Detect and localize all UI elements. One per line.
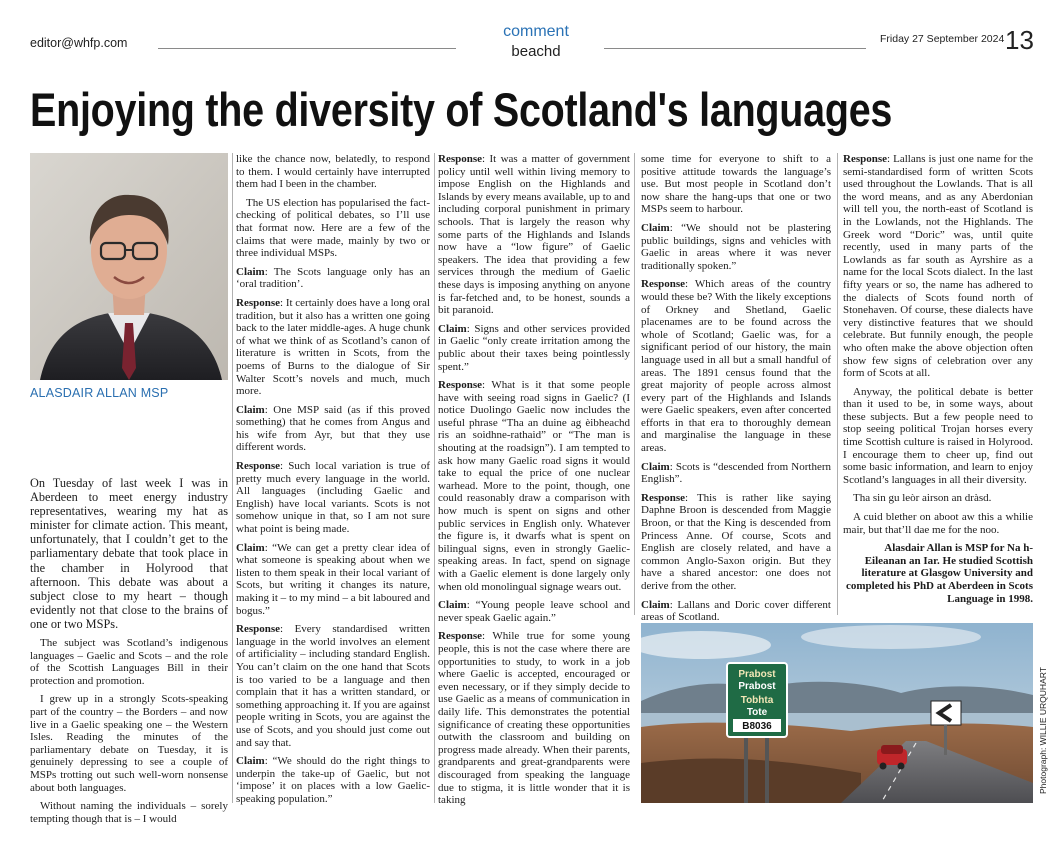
scots-sentence: A cuid blether on aboot aw this a whilie mair, but that’ll dae me for the noo. <box>843 511 1033 536</box>
paragraph: Without naming the individuals – sorely tempting though that is – I would <box>30 800 228 825</box>
section-name-english: comment <box>503 23 569 40</box>
response-paragraph <box>641 492 831 593</box>
column-divider <box>232 153 233 803</box>
claim-text: : “Young people leave school and never speak Gaelic again.” <box>438 599 630 624</box>
response-label: Response <box>236 623 281 636</box>
section-name-gaelic: beachd <box>511 43 561 60</box>
response-text: : Every standardised written language in the world involves an element of artificiality – including standard English. You can’t claim on the one hand that Scots is too varied to be a language and then complain that it has a written standard, or something approaching it. If you are against people writing in Scots, you are against the use of Scots, and you should just come out and say that. <box>236 623 430 749</box>
header-rule-right <box>604 48 866 49</box>
claim-text: : “We can get a pretty clear idea of what someone is speaking about when we listen to them speak in their local variant of Scots, but writing it changes its nature, making it – to my mind – a bit laboured and bogus.” <box>236 541 430 617</box>
author-byline: ALASDAIR ALLAN MSP <box>30 386 169 400</box>
lead-paragraph: On Tuesday of last week I was in Aberdeen to meet energy industry representatives, wearing my hat as minister for climate action. This meant, unfortunately, that I couldn’t get to the parliamentary debate that took place in the chamber in Holyrood that afternoon. This debate was about a subject close to my heart – though evidently not that close to the brains of one or two MSPs. <box>30 476 228 631</box>
claim-paragraph <box>236 755 430 805</box>
response-paragraph <box>843 153 1033 380</box>
response-label: Response <box>438 379 483 392</box>
response-label: Response <box>438 153 483 165</box>
claim-label: Claim <box>236 403 265 416</box>
response-label: Response <box>641 278 686 291</box>
author-bio: Alasdair Allan is MSP for Na h-Eileanan an Iar. He studied Scottish literature at Glasgow University and completed his PhD at Aberdeen in Scots Language in 1998. <box>846 542 1033 605</box>
response-label: Response <box>641 491 686 504</box>
paragraph: The subject was Scotland’s indigenous languages – Gaelic and Scots – and the role of the Scottish Languages Bill in their protection and promotion. <box>30 637 228 687</box>
response-text: : What is it that some people have with seeing road signs in Gaelic? (I notice Duolingo Gaelic now includes the useful phrase “Tha an duine ag èibheachd ris an soidhne-rathaid” or “The man is shouting at the roadsign”). I am tempted to ask how many Gaelic road signs it would take to equal the price of one nuclear warhead. More to the point, though, one could reasonably draw a comparison with how much is spent on signs and other public services in English only. Whatever the figure is, it dwarfs what is spent on bilingual signs, even in strongly Gaelic-speaking areas. In fact, spend on signage with a Gaelic element is done largely only when old monolingual signage wears out. <box>438 379 630 593</box>
sign-road-number: B8036 <box>742 721 772 732</box>
claim-paragraph <box>236 542 430 618</box>
page-header <box>0 0 1063 80</box>
claim-text: : “We should not be plastering public buildings, signs and vehicles with Gaelic in areas where it was never traditionally spoken.” <box>641 221 831 272</box>
response-label: Response <box>438 630 483 643</box>
response-paragraph <box>236 297 430 398</box>
article-column-5 <box>843 153 1033 611</box>
claim-label: Claim <box>438 599 467 612</box>
response-text: : This is rather like saying Daphne Broon is descended from Maggie Broon, or that the King is descended from Princess Anne. Of course, Scots and English are closely related, and have a common Anglo-Saxon origin. But they have a shared ancestor: one does not derive from the other. <box>641 491 831 592</box>
response-label: Response <box>843 153 888 165</box>
claim-paragraph <box>641 599 831 624</box>
author-photo <box>30 153 228 380</box>
claim-text: : “We should do the right things to underpin the take-up of Gaelic, but not ‘impose’ it on places with a low Gaelic-speaking population.” <box>236 755 430 805</box>
claim-text: : Scots is “descended from Northern English”. <box>641 460 831 486</box>
article-column-1 <box>30 476 228 831</box>
claim-label: Claim <box>641 598 670 611</box>
claim-text: : One MSP said (as if this proved something) that he comes from Angus and his wife from Ayr, but that they use different words. <box>236 403 430 454</box>
response-text: : Such local variation is true of pretty much every language in the world. All languages (including Gaelic and English) have local variants. Scots is not somehow unique in that, so I am not sure what point is being made. <box>236 460 430 536</box>
response-label: Response <box>236 296 281 309</box>
paragraph: Anyway, the political debate is better than it used to be, in some ways, about these subjects. But a few people need to stop seeing political Trojan horses every time Scottish culture is raised in Holyrood. I encourage them to cheer up, find out some basic information, and learn to enjoy Scotland’s languages in all their diversity. <box>843 385 1033 486</box>
claim-label: Claim <box>641 221 670 234</box>
response-label: Response <box>236 460 281 473</box>
claim-text: : Lallans and Doric cover different areas of Scotland. <box>641 598 831 624</box>
editor-email[interactable]: editor@whfp.com <box>30 36 128 50</box>
claim-label: Claim <box>236 755 265 768</box>
page-number: 13 <box>1005 25 1034 55</box>
claim-text: : Signs and other services provided in Gaelic “only create irritation among the public about their taxes being pointlessly spent.” <box>438 322 630 373</box>
gaelic-sentence: Tha sin gu leòr airson an dràsd. <box>853 492 992 505</box>
sign-line-1: Prabost <box>738 669 776 680</box>
article-column-4 <box>641 153 831 630</box>
paragraph: like the chance now, belatedly, to respond to them. I would certainly have interrupted them had I been in the chamber. <box>236 153 430 191</box>
headline: Enjoying the diversity of Scotland's languages <box>30 83 893 136</box>
claim-label: Claim <box>438 322 467 335</box>
response-paragraph <box>438 630 630 806</box>
response-text: : It was a matter of government policy until well within living memory to impose English on the Highlands and Islands by every means available, up to and including corporal punishment in primary schools. That is largely the reason why some parts of the Highlands and Islands now have a “low figure” of Gaelic speakers. The idea that providing a few services through the medium of Gaelic these days is imposing anything on anyone is far-fetched and, to be honest, sounds a bit paranoid. <box>438 153 630 317</box>
article-column-3 <box>438 153 630 813</box>
column-divider <box>634 153 635 615</box>
response-paragraph <box>438 379 630 593</box>
sign-line-3: Tobhta <box>740 695 774 706</box>
claim-paragraph <box>438 323 630 373</box>
paragraph: I grew up in a strongly Scots-speaking part of the country – the Borders – and now live in a Gaelic speaking one – the Western Isles. Reading the minutes of the parliamentary debate on Tuesday, it is genuinely depressing to see a couple of MSPs trotting out such well-worn nonsense about both languages. <box>30 693 228 794</box>
column-divider <box>434 153 435 803</box>
paragraph: some time for everyone to shift to a positive attitude towards the language’s use. But most people in Scotland don’t now share the hang-ups that one or two MSPs seem to harbour. <box>641 153 831 216</box>
photo-credit <box>1037 624 1049 804</box>
sign-line-4: Tote <box>746 707 768 718</box>
photo-credit-text: Photograph: WILLIE URQUHART <box>1038 667 1048 794</box>
response-text: : Which areas of the country would these be? With the likely exceptions of Orkney and Shetland, Gaelic placenames are to be found across the whole of Scotland; Gaelic was, for a significant period of our history, the main language used in all but a small handful of areas. The 1891 census found that the great majority of people across almost every part of the Highlands and Islands were Gaelic speakers, even after concerted efforts in that era to thoroughly demean and marginalise the language in these areas. <box>641 278 831 455</box>
section-label <box>495 22 577 62</box>
response-text: : It certainly does have a long oral tradition, but it also has a written one going back to the later middle-ages. A huge chunk of what we think of as Scotland’s canon of literature is written in Scots, from the poems of Burns to the dialogue of Sir Walter Scott’s novels and much, much more. <box>236 296 430 398</box>
road-sign-photo <box>641 623 1033 803</box>
sign-line-2: Prabost <box>738 681 776 692</box>
response-paragraph <box>236 623 430 749</box>
claim-text: : The Scots language only has an ‘oral tradition’. <box>236 265 430 291</box>
claim-paragraph <box>438 599 630 624</box>
claim-label: Claim <box>236 265 265 278</box>
issue-date: Friday 27 September 2024 <box>880 33 1005 45</box>
column-divider <box>837 153 838 615</box>
claim-paragraph <box>641 461 831 486</box>
claim-label: Claim <box>641 460 670 473</box>
paragraph: The US election has popularised the fact-checking of political debates, so I’ll use that format now. Here are a few of the claims that were made, mainly by two or three individual MSPs. <box>236 196 430 260</box>
response-paragraph <box>438 153 630 317</box>
claim-label: Claim <box>236 541 265 554</box>
response-paragraph <box>236 460 430 536</box>
article-column-2 <box>236 153 430 812</box>
response-text: : Lallans is just one name for the semi-standardised form of written Scots used throughout the Lowlands. That is all the word means, and as any Aberdonian will tell you, the north-east of Scotland is in the Lowlands, not the Highlands. The Greek word “Doric” was, until quite recently, used in many parts of the Lowlands as far south as Ayrshire as a name for the local Scots dialect. In the last fifty years or so, the name has adhered to the dialects of Scots found north of Stonehaven. Of course, these dialects have very distinctive features that we should celebrate. But funnily enough, the people who often make the above objection often show few signs of celebration over any form of Scots at all. <box>843 153 1033 380</box>
header-rule-left <box>158 48 456 49</box>
claim-paragraph <box>236 266 430 291</box>
claim-paragraph <box>236 404 430 454</box>
claim-paragraph <box>641 222 831 272</box>
response-text: : While true for some young people, this is not the case where there are opportunities to study, to work in a job where Gaelic is accepted, encouraged or even necessary, or if they simply decide to use Gaelic as a means of communication in daily life. This demonstrates the potential significance of creating these opportunities outwith the classroom and building on progress made already. When their parents, grandparents and great-grandparents were discouraged from speaking the language due to stigma, it is little wonder that it is taking <box>438 630 630 807</box>
response-paragraph <box>641 278 831 454</box>
